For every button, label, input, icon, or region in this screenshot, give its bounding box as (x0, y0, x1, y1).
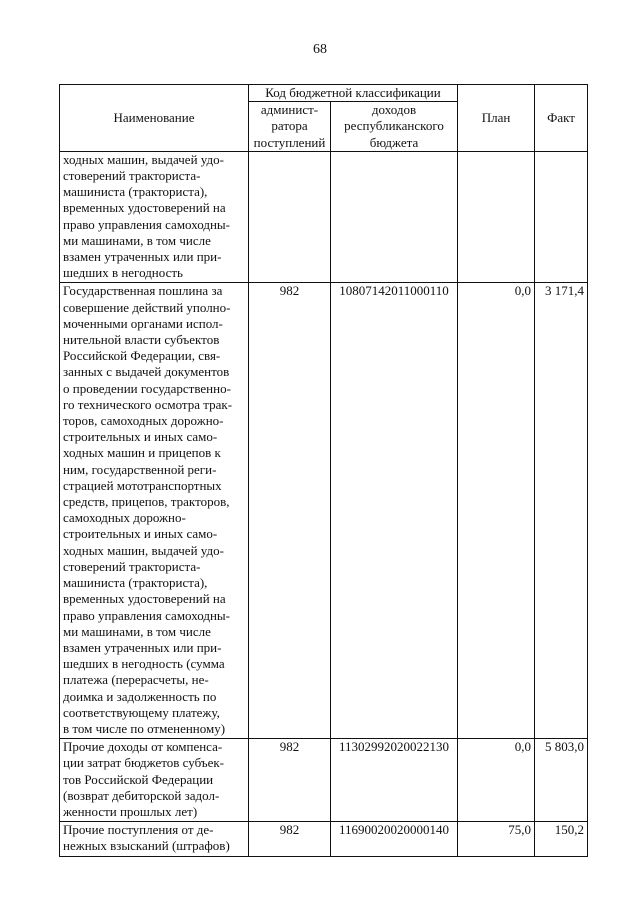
header-plan: План (458, 85, 535, 152)
row-income-code: 11690020020000140 (331, 822, 458, 856)
table-row (60, 151, 588, 283)
row-name-line: о проведении государственно- (63, 380, 231, 396)
row-name-line: строительных и иных само- (63, 526, 218, 542)
row-name-line: строительных и иных само- (63, 429, 218, 445)
row-fact: 150,2 (535, 822, 588, 856)
row-plan: 0,0 (458, 739, 535, 822)
row-name-line: страцией мототранспортных (63, 477, 222, 493)
row-name-line: взамен утраченных или при- (63, 249, 222, 265)
header-name: Наименование (60, 85, 249, 152)
row-name-line: ми машинами, в том числе (63, 623, 211, 639)
table-row (60, 283, 588, 739)
page-number: 68 (313, 42, 327, 57)
row-name-line: ходных машин, выдачей удо- (63, 542, 224, 558)
table-row (60, 739, 588, 822)
row-fact (535, 151, 588, 283)
row-income-code: 11302992020022130 (331, 739, 458, 822)
row-plan: 75,0 (458, 822, 535, 856)
row-name-line: платежа (перерасчеты, не- (63, 672, 209, 688)
header-income: доходов республиканского бюджета (331, 102, 458, 152)
header-row-top (60, 85, 588, 102)
header-fact: Факт (535, 85, 588, 152)
row-name-line: совершение действий уполно- (63, 299, 231, 315)
row-name (60, 283, 249, 739)
row-name-line: шедших в негодность (63, 265, 183, 281)
row-name (60, 822, 249, 856)
row-name-line: Прочие доходы от компенса- (63, 739, 223, 755)
row-plan: 0,0 (458, 283, 535, 739)
row-fact: 3 171,4 (535, 283, 588, 739)
row-name-line: Прочие поступления от де- (63, 822, 214, 838)
row-name-line: нежных взысканий (штрафов) (63, 838, 230, 854)
row-name-line: машиниста (тракториста), (63, 575, 208, 591)
row-admin-code: 982 (249, 283, 331, 739)
row-name-line: средств, прицепов, тракторов, (63, 494, 230, 510)
row-name-line: го технического осмотра трак- (63, 396, 233, 412)
row-name-line: доимка и задолженность по (63, 688, 217, 704)
budget-table (59, 84, 588, 857)
row-name-line: шедших в негодность (сумма (63, 656, 225, 672)
header-budget-code: Код бюджетной классификации (249, 85, 458, 102)
row-income-code (331, 151, 458, 283)
row-name-line: право управления самоходны- (63, 607, 230, 623)
row-name-line: стоверений тракториста- (63, 558, 201, 574)
row-name-line: Российской Федерации, свя- (63, 348, 221, 364)
row-admin-code (249, 151, 331, 283)
row-name (60, 151, 249, 283)
row-name-line: моченными органами испол- (63, 315, 223, 331)
row-name (60, 739, 249, 822)
row-name-line: тов Российской Федерации (63, 771, 214, 787)
row-name-line: торов, самоходных дорожно- (63, 413, 224, 429)
row-name-line: взамен утраченных или при- (63, 639, 222, 655)
row-name-line: ции затрат бюджетов субъек- (63, 755, 225, 771)
row-name-line: ходных машин, выдачей удо- (63, 151, 224, 167)
row-name-line: соответствующему платежу, (63, 704, 220, 720)
table-body (60, 151, 588, 856)
row-name-line: временных удостоверений на (63, 200, 226, 216)
table-row (60, 822, 588, 856)
row-name-line: в том числе по отмененному) (63, 720, 226, 736)
row-income-code: 10807142011000110 (331, 283, 458, 739)
row-name-line: женности прошлых лет) (63, 803, 198, 819)
row-name-line: ним, государственной реги- (63, 461, 217, 477)
row-name-line: самоходных дорожно- (63, 510, 186, 526)
row-name-line: машиниста (тракториста), (63, 184, 208, 200)
row-name-line: нительной власти субъектов (63, 332, 220, 348)
row-name-line: право управления самоходны- (63, 216, 230, 232)
header-admin: админист- ратора поступлений (249, 102, 331, 152)
row-name-line: Государственная пошлина за (63, 283, 223, 299)
row-name-line: временных удостоверений на (63, 591, 226, 607)
row-plan (458, 151, 535, 283)
row-name-line: ходных машин и прицепов к (63, 445, 221, 461)
row-name-line: (возврат дебиторской задол- (63, 787, 220, 803)
row-admin-code: 982 (249, 822, 331, 856)
row-name-line: ми машинами, в том числе (63, 232, 211, 248)
row-admin-code: 982 (249, 739, 331, 822)
row-name-line: стоверений тракториста- (63, 168, 201, 184)
row-name-line: занных с выдачей документов (63, 364, 230, 380)
row-fact: 5 803,0 (535, 739, 588, 822)
